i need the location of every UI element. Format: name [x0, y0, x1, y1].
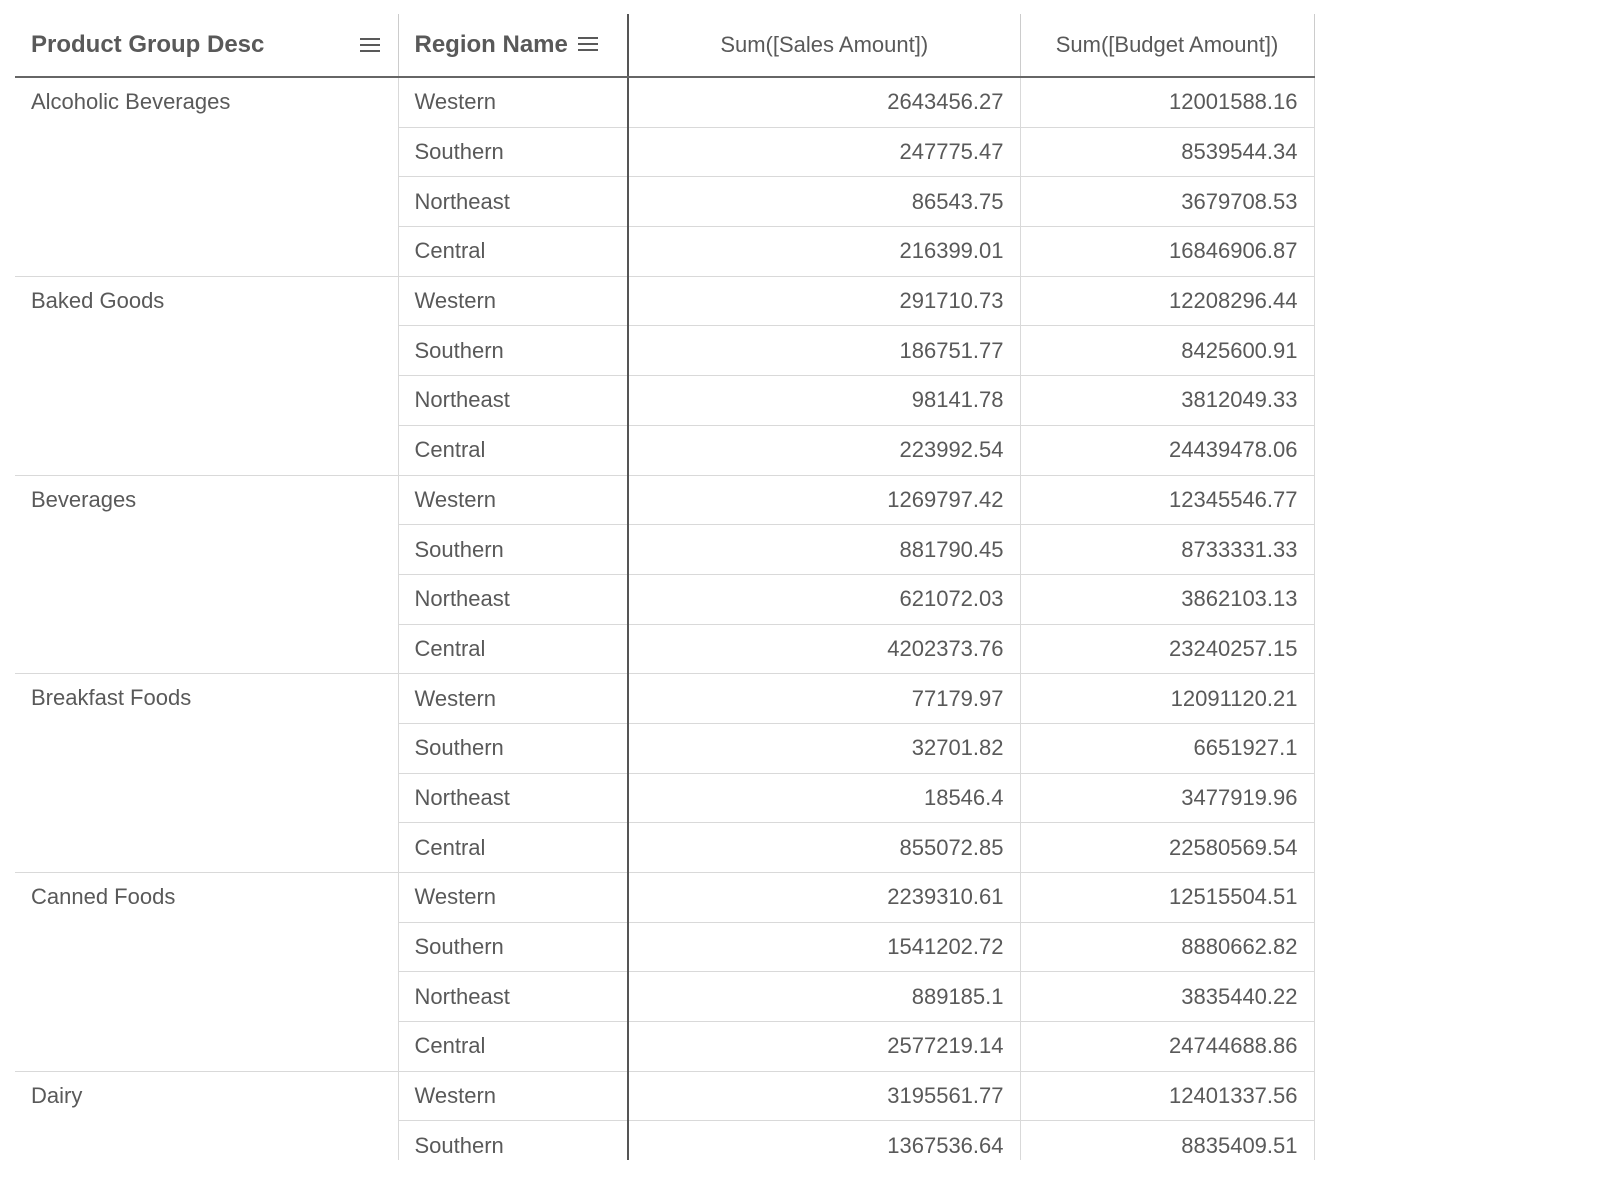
region-cell[interactable]: Northeast: [398, 376, 628, 426]
budget-amount-cell[interactable]: 12345546.77: [1020, 475, 1314, 525]
sales-amount-cell[interactable]: 2239310.61: [628, 873, 1020, 923]
table-row: [15, 276, 1314, 326]
product-group-cell[interactable]: Canned Foods: [15, 873, 398, 1072]
sales-amount-cell[interactable]: 1367536.64: [628, 1121, 1020, 1160]
region-cell[interactable]: Southern: [398, 525, 628, 575]
sales-amount-cell[interactable]: 186751.77: [628, 326, 1020, 376]
budget-amount-cell[interactable]: 8733331.33: [1020, 525, 1314, 575]
budget-amount-cell[interactable]: 3812049.33: [1020, 376, 1314, 426]
sales-amount-cell[interactable]: 77179.97: [628, 674, 1020, 724]
region-cell[interactable]: Southern: [398, 723, 628, 773]
sales-amount-cell[interactable]: 223992.54: [628, 425, 1020, 475]
column-menu-icon[interactable]: [578, 36, 598, 52]
header-product-group-label: Product Group Desc: [31, 31, 265, 58]
sales-amount-cell[interactable]: 86543.75: [628, 177, 1020, 227]
pivot-table: [15, 14, 1315, 1160]
region-cell[interactable]: Southern: [398, 127, 628, 177]
sales-amount-cell[interactable]: 98141.78: [628, 376, 1020, 426]
budget-amount-cell[interactable]: 8425600.91: [1020, 326, 1314, 376]
product-group-cell[interactable]: Breakfast Foods: [15, 674, 398, 873]
region-cell[interactable]: Northeast: [398, 177, 628, 227]
table-row: [15, 1071, 1314, 1121]
budget-amount-cell[interactable]: 8835409.51: [1020, 1121, 1314, 1160]
budget-amount-cell[interactable]: 16846906.87: [1020, 227, 1314, 277]
product-group-cell[interactable]: Baked Goods: [15, 276, 398, 475]
budget-amount-cell[interactable]: 3862103.13: [1020, 574, 1314, 624]
sales-amount-cell[interactable]: 291710.73: [628, 276, 1020, 326]
budget-amount-cell[interactable]: 3679708.53: [1020, 177, 1314, 227]
budget-amount-cell[interactable]: 24439478.06: [1020, 425, 1314, 475]
budget-amount-cell[interactable]: 8539544.34: [1020, 127, 1314, 177]
column-menu-icon[interactable]: [360, 37, 380, 53]
region-cell[interactable]: Western: [398, 1071, 628, 1121]
sales-amount-cell[interactable]: 4202373.76: [628, 624, 1020, 674]
sales-amount-cell[interactable]: 32701.82: [628, 723, 1020, 773]
budget-amount-cell[interactable]: 12091120.21: [1020, 674, 1314, 724]
sales-amount-cell[interactable]: 855072.85: [628, 823, 1020, 873]
header-region-label: Region Name: [414, 31, 568, 58]
sales-amount-cell[interactable]: 621072.03: [628, 574, 1020, 624]
region-cell[interactable]: Central: [398, 624, 628, 674]
region-cell[interactable]: Western: [398, 674, 628, 724]
sales-amount-cell[interactable]: 2643456.27: [628, 77, 1020, 127]
region-cell[interactable]: Western: [398, 276, 628, 326]
product-group-cell[interactable]: Alcoholic Beverages: [15, 77, 398, 276]
sales-amount-cell[interactable]: 247775.47: [628, 127, 1020, 177]
product-group-cell[interactable]: Beverages: [15, 475, 398, 674]
region-cell[interactable]: Northeast: [398, 972, 628, 1022]
sales-amount-cell[interactable]: 1541202.72: [628, 922, 1020, 972]
header-sales[interactable]: Sum([Sales Amount]): [628, 14, 1020, 77]
budget-amount-cell[interactable]: 24744688.86: [1020, 1022, 1314, 1072]
budget-amount-cell[interactable]: 3477919.96: [1020, 773, 1314, 823]
region-cell[interactable]: Northeast: [398, 773, 628, 823]
region-cell[interactable]: Western: [398, 475, 628, 525]
region-cell[interactable]: Central: [398, 227, 628, 277]
header-row: [15, 14, 1314, 77]
region-cell[interactable]: Central: [398, 425, 628, 475]
pivot-table-container[interactable]: [15, 14, 1315, 1160]
sales-amount-cell[interactable]: 2577219.14: [628, 1022, 1020, 1072]
budget-amount-cell[interactable]: 6651927.1: [1020, 723, 1314, 773]
budget-amount-cell[interactable]: 22580569.54: [1020, 823, 1314, 873]
sales-amount-cell[interactable]: 216399.01: [628, 227, 1020, 277]
sales-amount-cell[interactable]: 881790.45: [628, 525, 1020, 575]
budget-amount-cell[interactable]: 12515504.51: [1020, 873, 1314, 923]
table-row: [15, 674, 1314, 724]
budget-amount-cell[interactable]: 12001588.16: [1020, 77, 1314, 127]
region-cell[interactable]: Northeast: [398, 574, 628, 624]
region-cell[interactable]: Western: [398, 873, 628, 923]
budget-amount-cell[interactable]: 23240257.15: [1020, 624, 1314, 674]
budget-amount-cell[interactable]: 12401337.56: [1020, 1071, 1314, 1121]
region-cell[interactable]: Central: [398, 1022, 628, 1072]
table-body: [15, 77, 1314, 1160]
sales-amount-cell[interactable]: 3195561.77: [628, 1071, 1020, 1121]
product-group-cell[interactable]: Dairy: [15, 1071, 398, 1160]
region-cell[interactable]: Southern: [398, 922, 628, 972]
budget-amount-cell[interactable]: 8880662.82: [1020, 922, 1314, 972]
region-cell[interactable]: Southern: [398, 1121, 628, 1160]
region-cell[interactable]: Southern: [398, 326, 628, 376]
sales-amount-cell[interactable]: 1269797.42: [628, 475, 1020, 525]
budget-amount-cell[interactable]: 3835440.22: [1020, 972, 1314, 1022]
table-row: [15, 475, 1314, 525]
region-cell[interactable]: Central: [398, 823, 628, 873]
sales-amount-cell[interactable]: 889185.1: [628, 972, 1020, 1022]
budget-amount-cell[interactable]: 12208296.44: [1020, 276, 1314, 326]
sales-amount-cell[interactable]: 18546.4: [628, 773, 1020, 823]
table-row: [15, 77, 1314, 127]
header-product-group[interactable]: [15, 14, 398, 77]
header-budget[interactable]: Sum([Budget Amount]): [1020, 14, 1314, 77]
region-cell[interactable]: Western: [398, 77, 628, 127]
header-region[interactable]: [398, 14, 628, 77]
table-row: [15, 873, 1314, 923]
